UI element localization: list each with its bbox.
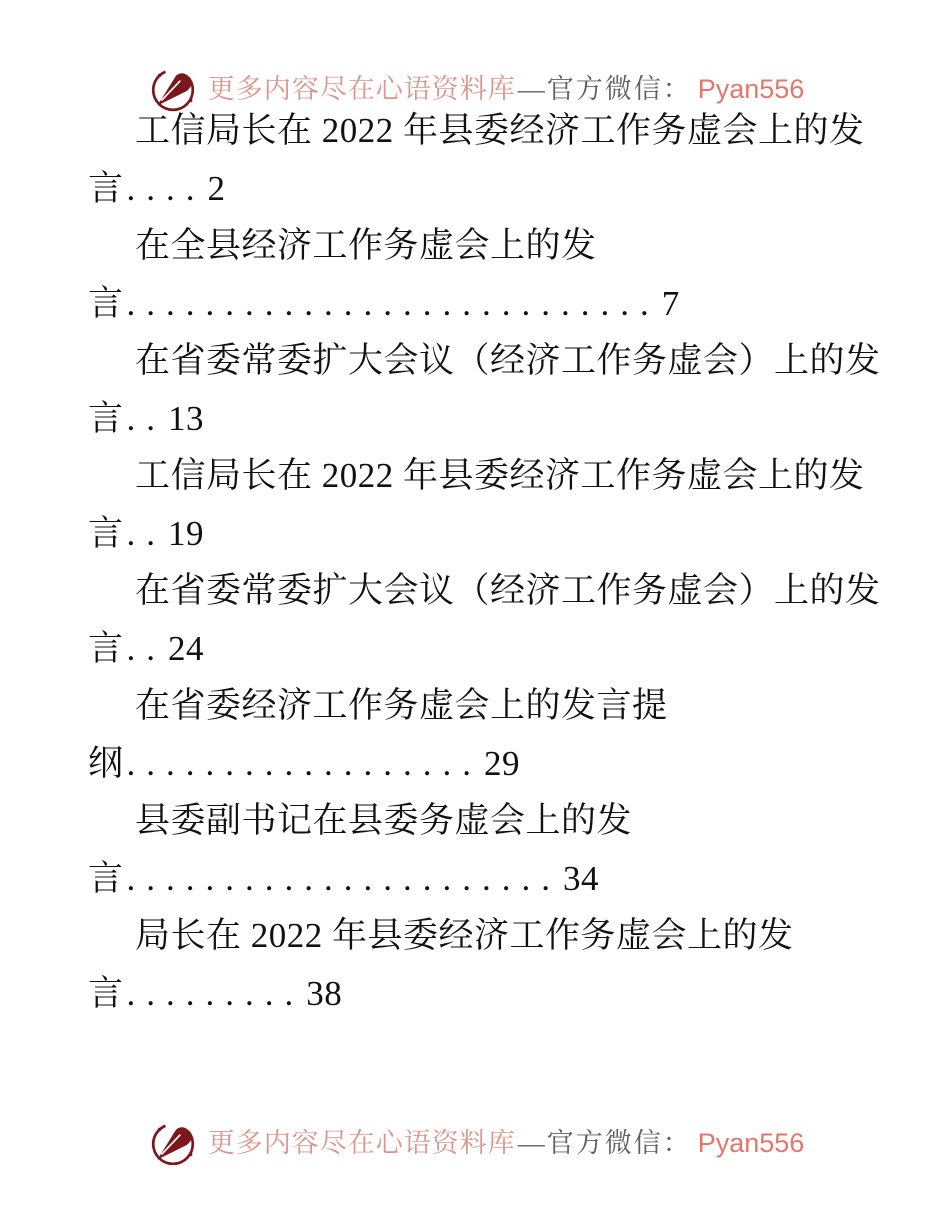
toc-entry-wrap-line — [88, 160, 870, 218]
toc-entry-page-number: 34 — [563, 858, 600, 898]
toc-entry-wrap-char: 言 — [88, 513, 124, 553]
toc-entry-wrap-line — [88, 735, 870, 793]
toc-entry-page-number: 7 — [661, 283, 680, 323]
toc-entry-title: 在全县经济工作务虚会上的发 — [135, 226, 597, 265]
toc-entry-title: 在省委经济工作务虚会上的发言提 — [135, 686, 668, 725]
toc-entry-wrap-char: 言 — [88, 628, 124, 668]
toc-entry-wrap-char: 言 — [88, 168, 124, 208]
toc-entry-wrap-line — [88, 275, 870, 333]
toc-entry-wrap-char: 言 — [88, 973, 124, 1013]
toc-entry-wrap-line — [88, 620, 870, 678]
toc-dot-leader: .................. — [126, 743, 483, 783]
toc-entry-title: 县委副书记在县委务虚会上的发 — [135, 801, 633, 840]
toc-entry-page-number: 19 — [168, 513, 205, 553]
toc-entry — [88, 907, 870, 1022]
toc-entry-title: 局长在 2022 年县委经济工作务虚会上的发 — [135, 916, 794, 955]
toc-entry-title: 工信局长在 2022 年县委经济工作务虚会上的发 — [135, 456, 865, 495]
toc-dot-leader: ........................... — [126, 283, 660, 323]
toc-dot-leader: ...................... — [126, 858, 562, 898]
toc-entry — [88, 447, 870, 562]
watermark-brand-text: 更多内容尽在心语资料库 — [207, 1127, 516, 1158]
toc-entry-title: 在省委常委扩大会议（经济工作务虚会）上的发 — [135, 571, 881, 610]
toc-entry-wrap-char: 言 — [88, 398, 124, 438]
toc-dot-leader: .... — [126, 168, 206, 208]
toc-entry — [88, 562, 881, 677]
toc-entry — [88, 677, 870, 792]
table-of-contents — [88, 102, 881, 1022]
watermark-wechat-id: Pyan556 — [697, 73, 805, 104]
toc-entry-title: 工信局长在 2022 年县委经济工作务虚会上的发 — [135, 111, 865, 150]
toc-entry-page-number: 38 — [306, 973, 343, 1013]
toc-dot-leader: .. — [126, 513, 167, 553]
toc-entry — [88, 332, 881, 447]
watermark-brand-text: 更多内容尽在心语资料库 — [207, 73, 516, 104]
toc-entry-wrap-line — [88, 505, 870, 563]
watermark-separator-text: —官方微信： — [517, 73, 692, 104]
watermark-wechat-id: Pyan556 — [697, 1127, 805, 1158]
toc-entry-wrap-line — [88, 965, 870, 1023]
toc-dot-leader: ......... — [126, 973, 305, 1013]
toc-entry-title: 在省委常委扩大会议（经济工作务虚会）上的发 — [135, 341, 881, 380]
toc-entry-wrap-line — [88, 850, 870, 908]
toc-dot-leader: .. — [126, 628, 167, 668]
toc-entry-page-number: 24 — [168, 628, 205, 668]
watermark-separator-text: —官方微信： — [517, 1127, 692, 1158]
toc-entry-page-number: 29 — [484, 743, 521, 783]
toc-entry-page-number: 2 — [207, 168, 226, 208]
toc-entry — [88, 102, 870, 217]
toc-dot-leader: .. — [126, 398, 167, 438]
toc-entry-page-number: 13 — [168, 398, 205, 438]
toc-entry-wrap-line — [88, 390, 870, 448]
toc-entry — [88, 792, 870, 907]
footer-watermark — [0, 1118, 950, 1168]
toc-entry-wrap-char: 言 — [88, 283, 124, 323]
pen-logo-icon — [146, 1118, 200, 1168]
toc-entry-wrap-char: 言 — [88, 858, 124, 898]
toc-entry-wrap-char: 纲 — [88, 743, 124, 783]
toc-entry — [88, 217, 870, 332]
